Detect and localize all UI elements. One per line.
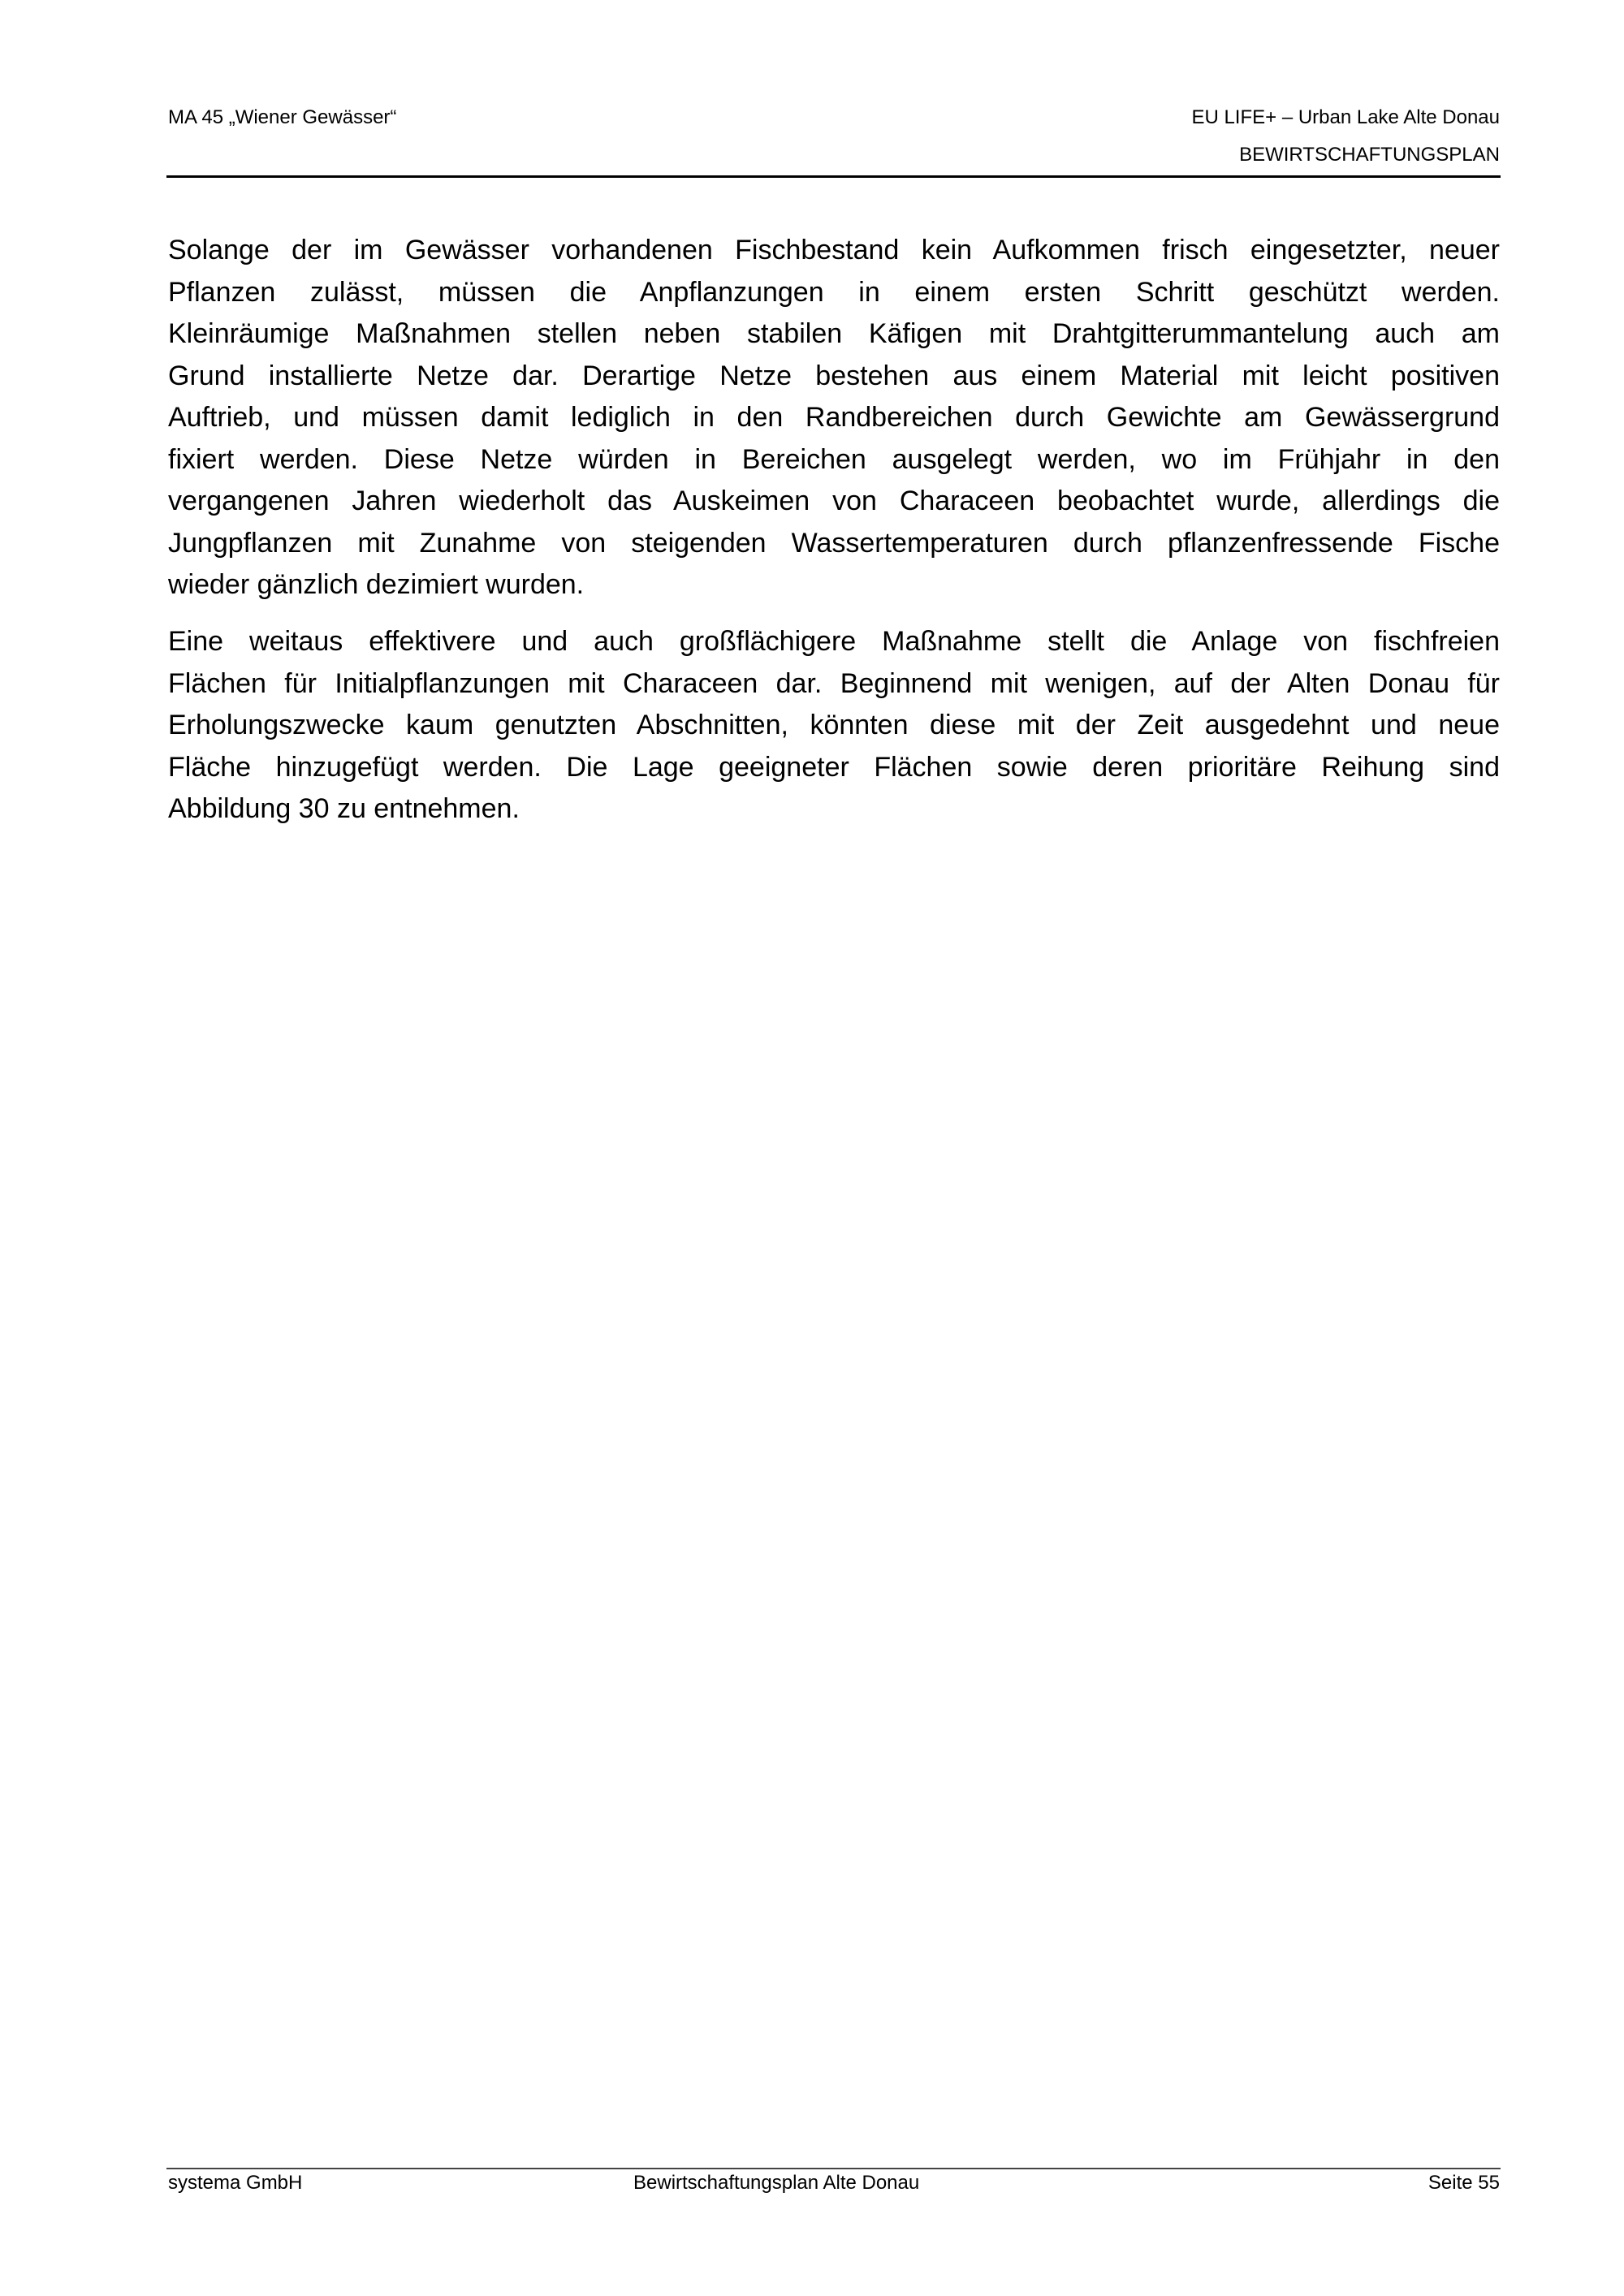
text-line: Eine weitaus effektivere und auch großflächigere Maßnahme stellt die Anlage von fischfreien [168,626,1500,657]
text-line: Pflanzen zulässt, müssen die Anpflanzungen in einem ersten Schritt geschützt werden. [168,276,1500,308]
text-line: Fläche hinzugefügt werden. Die Lage geeigneter Flächen sowie deren prioritäre Reihung sind [168,751,1500,783]
text-line: Solange der im Gewässer vorhandenen Fischbestand kein Aufkommen frisch eingesetzter, neuer [168,235,1500,265]
text-line: Flächen für Initialpflanzungen mit Characeen dar. Beginnend mit wenigen, auf der Alten Donau für [168,667,1500,699]
text-line: Abbildung 30 zu entnehmen. [168,793,520,824]
text-line: wieder gänzlich dezimiert wurden. [168,569,585,600]
text-line: Erholungszwecke kaum genutzten Abschnitten, könnten diese mit der Zeit ausgedehnt und neue [168,710,1500,740]
text-line: Grund installierte Netze dar. Derartige Netze bestehen aus einem Material mit leicht positiven [168,360,1500,391]
header-document-type: BEWIRTSCHAFTUNGSPLAN [1239,144,1500,166]
text-line: vergangenen Jahren wiederholt das Auskeimen von Characeen beobachtet wurde, allerdings die [168,486,1500,516]
paragraph-2 [168,621,1500,831]
footer-page-number: Seite 55 [1427,2172,1500,2194]
footer-company: systema GmbH [168,2172,303,2194]
text-line: Kleinräumige Maßnahmen stellen neben stabilen Käfigen mit Drahtgitterummantelung auch am [168,318,1500,349]
header-organization: MA 45 „Wiener Gewässer“ [168,106,397,128]
header-rule [166,175,1501,178]
text-line: Auftrieb, und müssen damit lediglich in den Randbereichen durch Gewichte am Gewässergrund [168,402,1500,433]
paragraph-1 [168,230,1500,606]
footer-document-title: Bewirtschaftungsplan Alte Donau [633,2172,920,2194]
header-project: EU LIFE+ – Urban Lake Alte Donau [1191,106,1500,128]
footer-rule [166,2168,1501,2169]
text-line: Jungpflanzen mit Zunahme von steigenden Wassertemperaturen durch pflanzenfressende Fische [168,527,1500,559]
text-line: fixiert werden. Diese Netze würden in Bereichen ausgelegt werden, wo im Frühjahr in den [168,443,1500,475]
